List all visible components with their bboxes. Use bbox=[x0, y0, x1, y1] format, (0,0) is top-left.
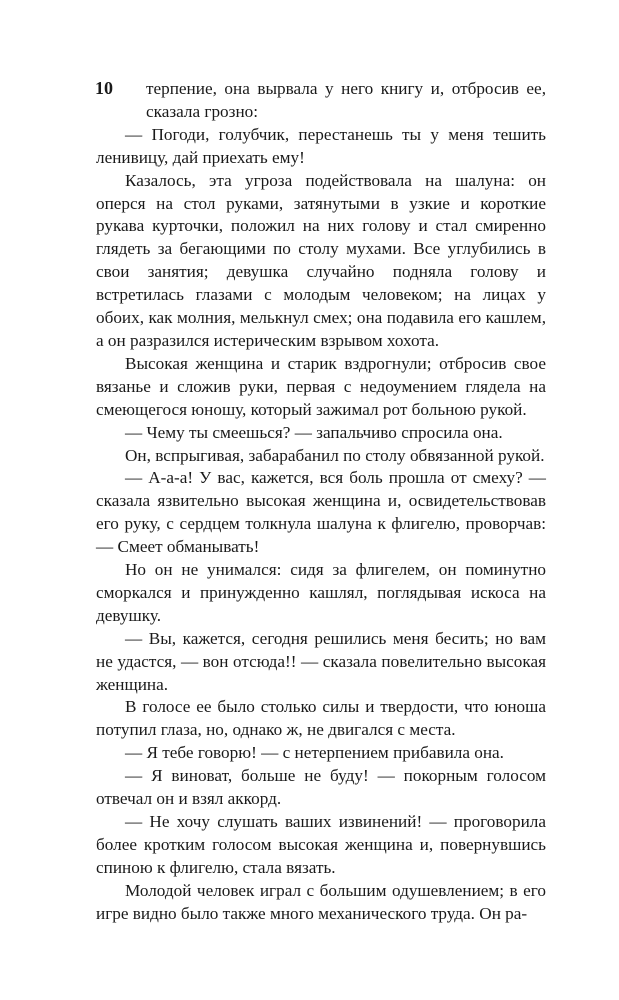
page-number: 10 bbox=[95, 78, 113, 98]
paragraph: — Вы, кажется, сегодня решились меня бесить; но вам не удастся, — вон отсюда!! — сказала повелительно высокая женщина. bbox=[96, 628, 546, 694]
paragraph: Он, вспрыгивая, забарабанил по столу обвязанной рукой. bbox=[125, 445, 545, 465]
paragraph: Казалось, эта угроза подействовала на шалуна: он оперся на стол руками, затянутыми в узкие и короткие рукава курточки, положил на них голову и стал смиренно глядеть за бегающими по столу мухами. Все углубились в свои занятия; девушка случайно подняла голову и встретилась глазами с молодым человеком; на лицах у обоих, как молния, мелькнул смех; она подавила его кашлем, а он разразился истерическим взрывом хохота. bbox=[96, 170, 546, 350]
paragraph: — Чему ты смеешься? — запальчиво спросила она. bbox=[125, 422, 503, 442]
paragraph: терпение, она вырвала у него книгу и, отбросив ее, сказала грозно: bbox=[146, 79, 546, 121]
paragraph: Но он не унимался: сидя за флигелем, он поминутно сморкался и принужденно кашлял, поглядывая искоса на девушку. bbox=[96, 560, 546, 625]
paragraph: — А-а-а! У вас, кажется, вся боль прошла от смеху? — сказала язвительно высокая женщина и, освидетельствовав его руку, с сердцем толкнула шалуна к флигелю, проворчав: — Смеет обманывать! bbox=[96, 468, 546, 557]
paragraph: В голосе ее было столько силы и твердости, что юноша потупил глаза, но, однако ж, не двигался с места. bbox=[96, 697, 546, 740]
paragraph: — Не хочу слушать ваших извинений! — проговорила более кротким голосом высокая женщина и, повернувшись спиною к флигелю, стала вязать. bbox=[96, 812, 546, 877]
paragraph: — Я виноват, больше не буду! — покорным голосом отвечал он и взял аккорд. bbox=[96, 766, 546, 809]
paragraph: — Погоди, голубчик, перестанешь ты у меня тешить ленивицу, дай приехать ему! bbox=[96, 124, 546, 167]
paragraph: Молодой человек играл с большим одушевлением; в его игре видно было также много механического труда. Он ра- bbox=[96, 880, 546, 923]
paragraph: Высокая женщина и старик вздрогнули; отбросив свое вязанье и сложив руки, первая с недоумением глядела на смеющегося юношу, который зажимал рот больною рукой. bbox=[96, 353, 546, 419]
body-text bbox=[96, 78, 546, 926]
paragraph: — Я тебе говорю! — с нетерпением прибавила она. bbox=[125, 743, 504, 763]
